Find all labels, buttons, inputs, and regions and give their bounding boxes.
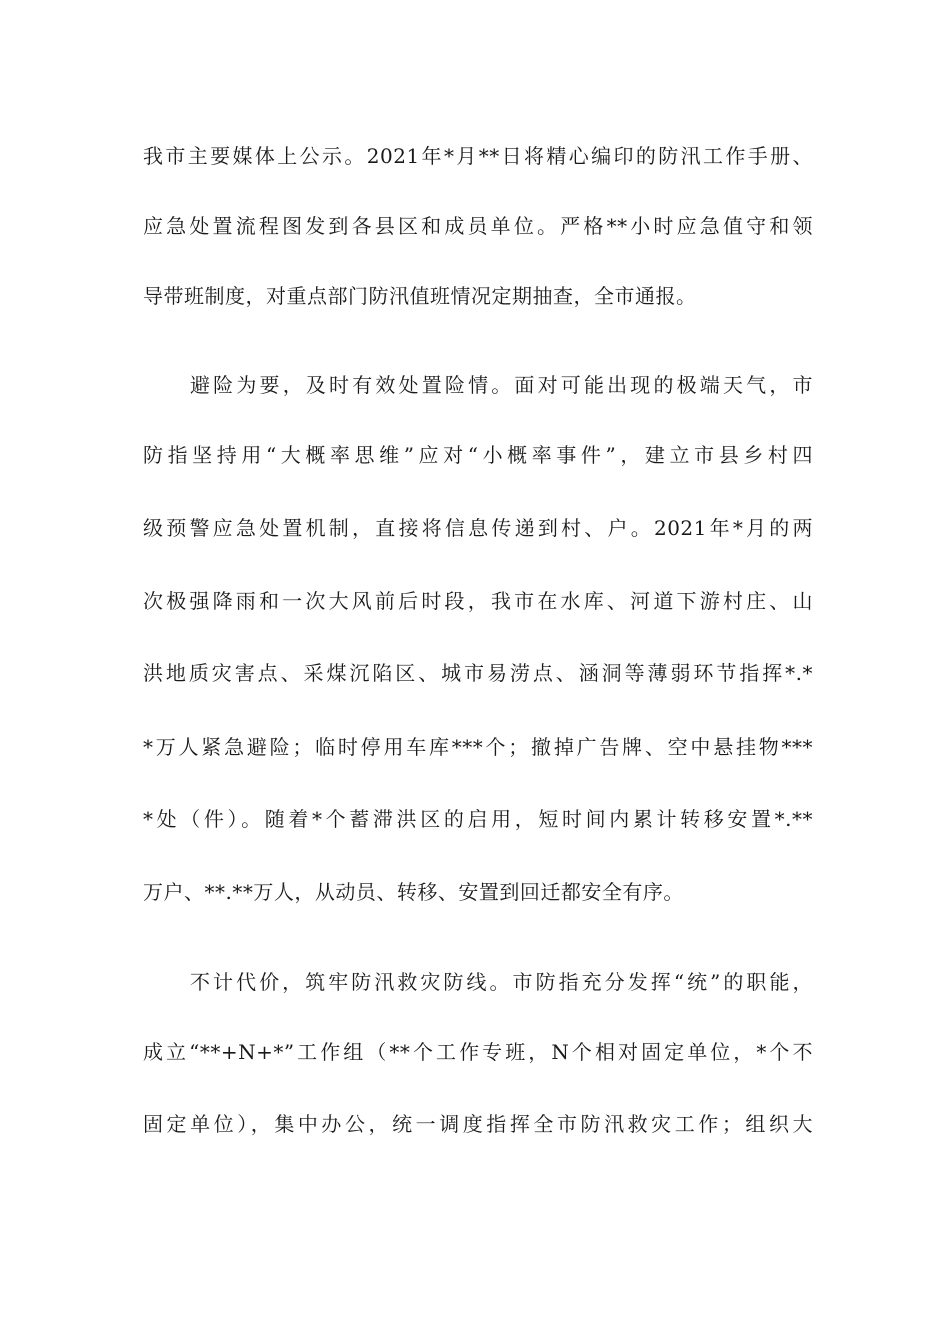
text-line: 万户、**.**万人，从动员、转移、安置到回迁都安全有序。: [143, 880, 684, 904]
text-line: *处（件）。随着*个蓄滞洪区的启用，短时间内累计转移安置*.**: [143, 807, 813, 831]
paragraph-first-line: 不计代价，筑牢防汛救灾防线。市防指充分发挥“统”的职能，: [190, 970, 813, 994]
text-line: *万人紧急避险；临时停用车库***个；撤掉广告牌、空中悬挂物***: [143, 735, 813, 759]
text-line: 防指坚持用“大概率思维”应对“小概率事件”，建立市县乡村四: [143, 443, 813, 467]
text-line: 洪地质灾害点、采煤沉陷区、城市易涝点、涵洞等薄弱环节指挥*.*: [143, 661, 813, 685]
text-line: 应急处置流程图发到各县区和成员单位。严格**小时应急值守和领: [143, 214, 813, 238]
text-line: 次极强降雨和一次大风前后时段，我市在水库、河道下游村庄、山: [143, 589, 813, 613]
paragraph-first-line: 避险为要，及时有效处置险情。面对可能出现的极端天气，市: [190, 373, 813, 397]
text-line: 固定单位），集中办公，统一调度指挥全市防汛救灾工作；组织大: [143, 1112, 813, 1136]
text-line: 导带班制度，对重点部门防汛值班情况定期抽查，全市通报。: [143, 284, 697, 308]
text-line: 级预警应急处置机制，直接将信息传递到村、户。2021年*月的两: [143, 516, 813, 540]
text-line: 我市主要媒体上公示。2021年*月**日将精心编印的防汛工作手册、: [143, 144, 813, 168]
text-line: 成立“**+N+*”工作组（**个工作专班，N个相对固定单位，*个不: [143, 1040, 813, 1064]
